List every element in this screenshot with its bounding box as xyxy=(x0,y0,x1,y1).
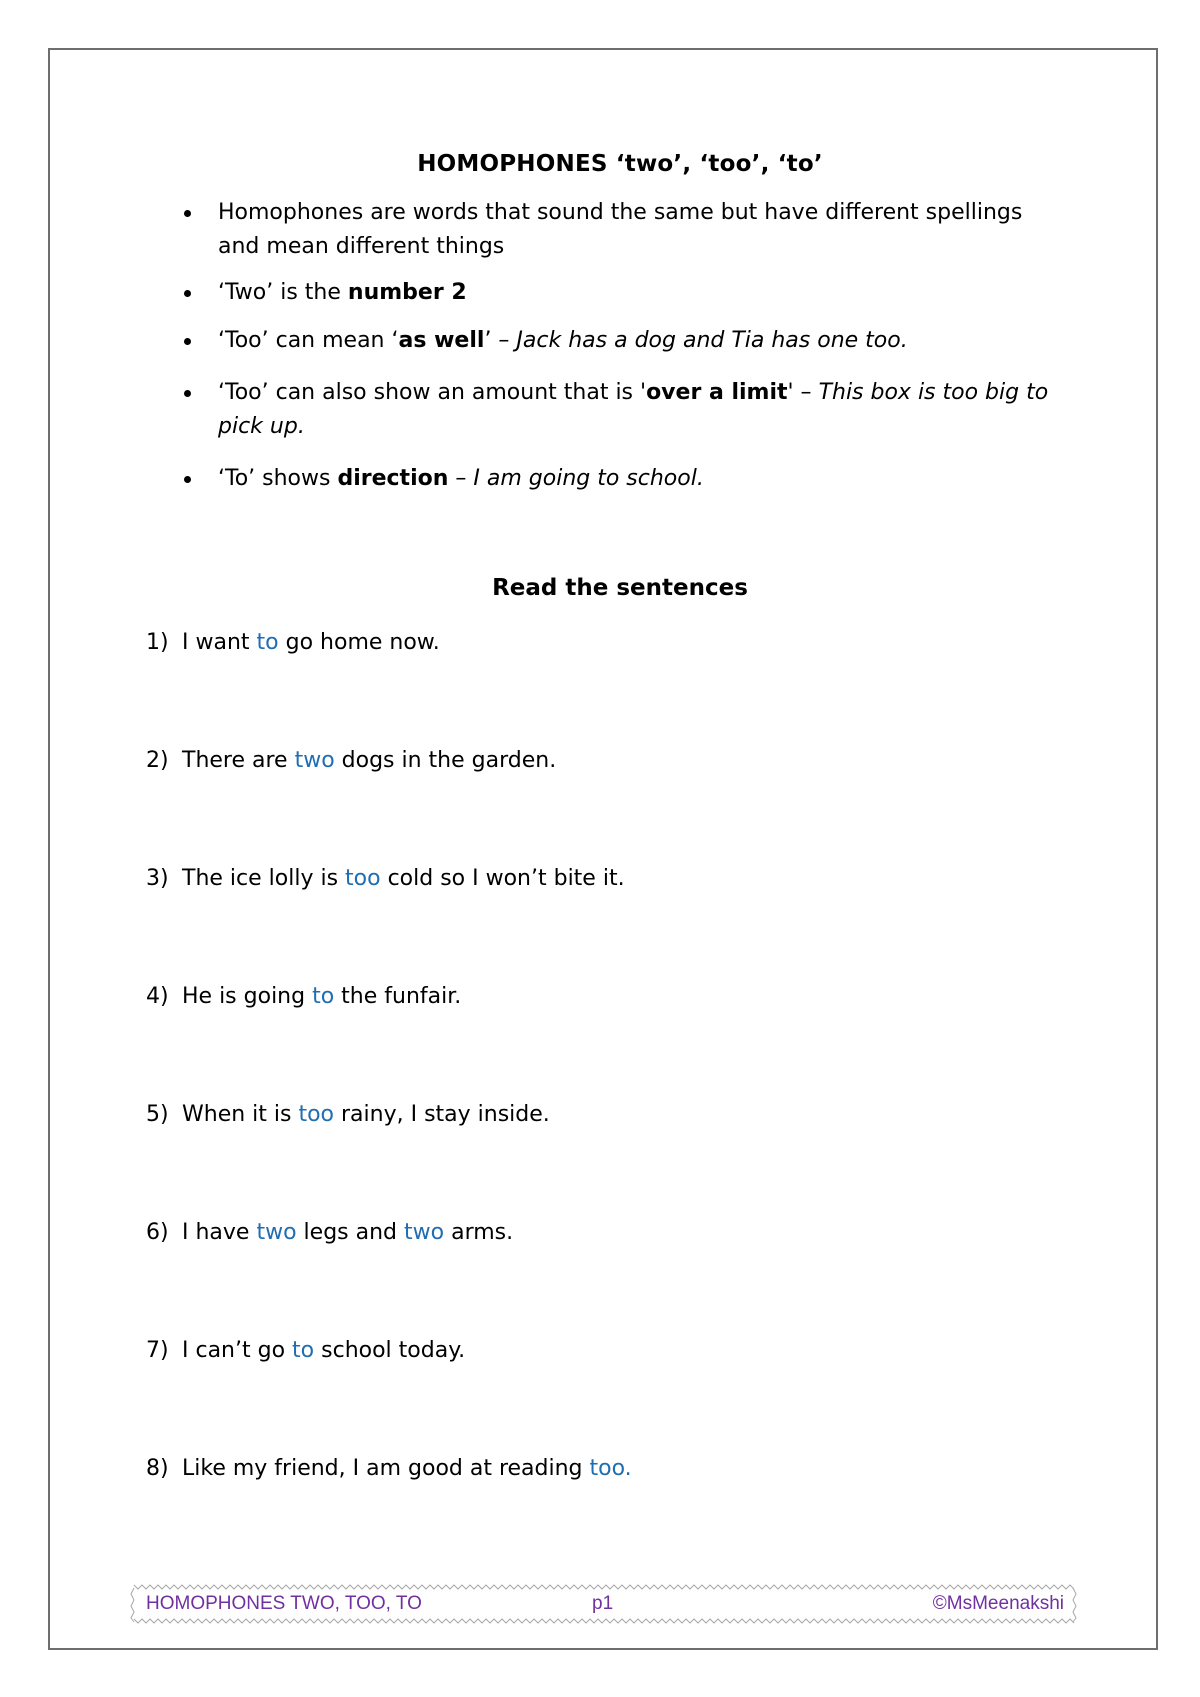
bullet-item xyxy=(180,324,1060,358)
homophone-word: two xyxy=(294,748,335,773)
sentence-1 xyxy=(146,630,440,655)
bullet-icon xyxy=(184,210,191,217)
homophone-word: too. xyxy=(589,1456,632,1481)
bullet-text: ‘To’ shows xyxy=(218,466,338,491)
bullet-example: This box is too big to pick up. xyxy=(218,380,1049,439)
sentence-5 xyxy=(146,1102,550,1127)
sentence-text: Like my friend, I am good at reading xyxy=(182,1456,590,1481)
sentence-text: the funfair. xyxy=(334,984,462,1009)
homophone-word: two xyxy=(404,1220,445,1245)
bullet-icon xyxy=(184,338,191,345)
bullet-bold: number 2 xyxy=(347,280,467,305)
sentence-number: 1) xyxy=(146,630,169,655)
bullet-text: ‘Too’ can also show an amount that is ' xyxy=(218,380,647,405)
sentence-number: 2) xyxy=(146,748,169,773)
bullet-icon xyxy=(184,290,191,297)
bullet-item xyxy=(180,196,1060,264)
bullet-item xyxy=(180,462,1060,496)
bullet-example: Jack has a dog and Tia has one too. xyxy=(516,328,908,353)
section-heading: Read the sentences xyxy=(492,575,748,601)
bullet-text: ‘Too’ can mean ‘ xyxy=(218,328,399,353)
page-title: HOMOPHONES ‘two’, ‘too’, ‘to’ xyxy=(417,151,823,177)
sentence-text: cold so I won’t bite it. xyxy=(380,866,625,891)
bullet-text: ’ – xyxy=(484,328,517,353)
sentence-number: 5) xyxy=(146,1102,169,1127)
bullet-icon xyxy=(184,476,191,483)
sentence-2 xyxy=(146,748,556,773)
copyright: ©MsMeenakshi xyxy=(932,1593,1064,1614)
sentence-3 xyxy=(146,866,625,891)
homophone-word: to xyxy=(292,1338,315,1363)
sentence-text: go home now. xyxy=(278,630,440,655)
homophone-word: to xyxy=(256,630,279,655)
page-number: p1 xyxy=(592,1593,614,1614)
bullet-text: ‘Two’ is the xyxy=(218,280,348,305)
homophone-word: too xyxy=(345,866,381,891)
sentence-number: 3) xyxy=(146,866,169,891)
sentence-7 xyxy=(146,1338,465,1363)
sentence-text: dogs in the garden. xyxy=(334,748,557,773)
sentence-text: school today. xyxy=(314,1338,466,1363)
sentence-number: 6) xyxy=(146,1220,169,1245)
sentence-text: rainy, I stay inside. xyxy=(334,1102,550,1127)
bullet-text: – xyxy=(448,466,474,491)
bullet-text: ' – xyxy=(787,380,819,405)
sentence-text: I want xyxy=(182,630,257,655)
sentence-4 xyxy=(146,984,461,1009)
homophone-word: too xyxy=(298,1102,335,1127)
definition-list xyxy=(180,196,1060,496)
homophone-word: to xyxy=(312,984,335,1009)
sentence-number: 8) xyxy=(146,1456,169,1481)
sentence-text: He is going xyxy=(182,984,313,1009)
page-footer xyxy=(130,1584,1078,1624)
sentence-8 xyxy=(146,1456,632,1481)
sentence-text: legs and xyxy=(296,1220,405,1245)
footer-title: HOMOPHONES TWO, TOO, TO xyxy=(146,1593,422,1614)
sentence-6 xyxy=(146,1220,513,1245)
sentence-text: I can’t go xyxy=(182,1338,293,1363)
bullet-icon xyxy=(184,390,191,397)
sentence-text: When it is xyxy=(182,1102,299,1127)
sentence-number: 4) xyxy=(146,984,169,1009)
bullet-item xyxy=(180,376,1060,444)
sentence-number: 7) xyxy=(146,1338,169,1363)
bullet-bold: over a limit xyxy=(646,380,788,405)
homophone-word: two xyxy=(256,1220,297,1245)
bullet-bold: as well xyxy=(398,328,485,353)
bullet-bold: direction xyxy=(337,466,449,491)
sentence-text: I have xyxy=(182,1220,257,1245)
sentence-text: There are xyxy=(182,748,295,773)
sentence-text: The ice lolly is xyxy=(182,866,346,891)
bullet-item xyxy=(180,276,1060,310)
sentence-text: arms. xyxy=(444,1220,514,1245)
bullet-example: I am going to school. xyxy=(473,466,704,491)
bullet-text: Homophones are words that sound the same but have different spellings and mean different things xyxy=(218,200,1023,259)
